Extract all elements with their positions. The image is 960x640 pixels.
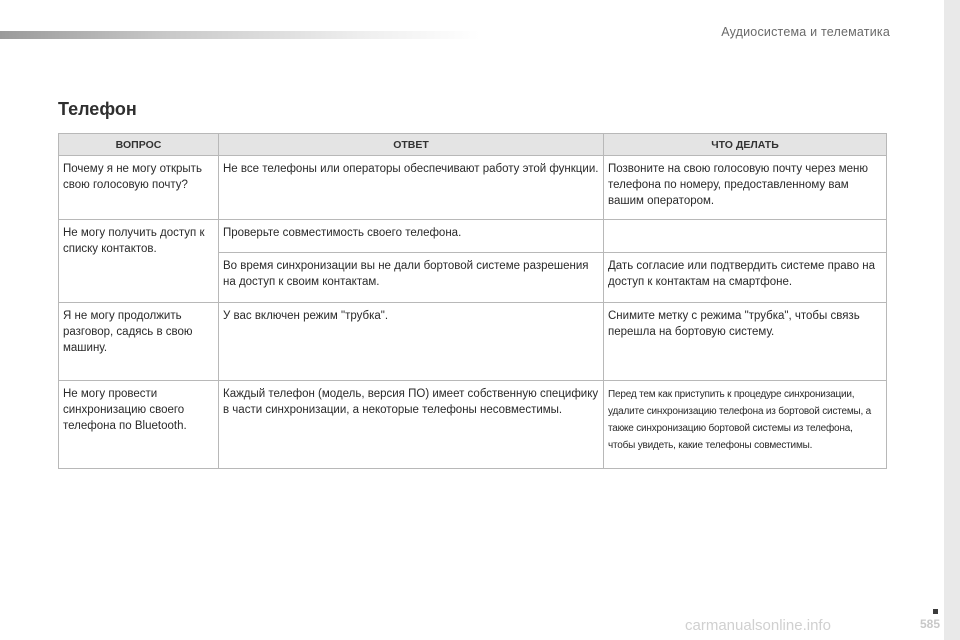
action-cell: Снимите метку с режима "трубка", чтобы связь перешла на бортовую систему. xyxy=(604,303,887,381)
action-cell: Дать согласие или подтвердить системе право на доступ к контактам на смартфоне. xyxy=(604,253,887,303)
question-cell: Почему я не могу открыть свою голосовую почту? xyxy=(59,156,219,220)
answer-cell: Каждый телефон (модель, версия ПО) имеет собственную специфику в части синхронизации, а некоторые телефоны несовместимы. xyxy=(219,381,604,469)
section-header: Аудиосистема и телематика xyxy=(721,25,890,39)
page-number: 585 xyxy=(919,617,940,631)
answer-cell: У вас включен режим "трубка". xyxy=(219,303,604,381)
column-header-answer: ОТВЕТ xyxy=(219,134,604,156)
faq-table xyxy=(58,133,887,469)
table-row xyxy=(59,381,887,469)
table-row xyxy=(59,220,887,253)
answer-cell: Не все телефоны или операторы обеспечивают работу этой функции. xyxy=(219,156,604,220)
question-cell: Я не могу продолжить разговор, садясь в свою машину. xyxy=(59,303,219,381)
page-edge-strip xyxy=(944,0,960,640)
table-header-row xyxy=(59,134,887,156)
question-cell: Не могу получить доступ к списку контактов. xyxy=(59,220,219,303)
table-row xyxy=(59,303,887,381)
answer-cell: Во время синхронизации вы не дали бортовой системе разрешения на доступ к своим контактам. xyxy=(219,253,604,303)
table-row xyxy=(59,156,887,220)
page-title: Телефон xyxy=(58,99,137,119)
header-gradient-bar xyxy=(0,31,480,39)
action-cell xyxy=(604,220,887,253)
answer-cell: Проверьте совместимость своего телефона. xyxy=(219,220,604,253)
watermark: carmanualsonline.info xyxy=(685,617,831,634)
action-cell: Позвоните на свою голосовую почту через меню телефона по номеру, предоставленному вам вашим оператором. xyxy=(604,156,887,220)
column-header-question: ВОПРОС xyxy=(59,134,219,156)
action-cell: Перед тем как приступить к процедуре синхронизации, удалите синхронизацию телефона из бортовой системы, а также синхронизацию бортовой системы из телефона, чтобы увидеть, какие телефоны совместимы. xyxy=(604,381,887,469)
page-marker-square xyxy=(933,609,938,614)
question-cell: Не могу провести синхронизацию своего телефона по Bluetooth. xyxy=(59,381,219,469)
column-header-action: ЧТО ДЕЛАТЬ xyxy=(604,134,887,156)
